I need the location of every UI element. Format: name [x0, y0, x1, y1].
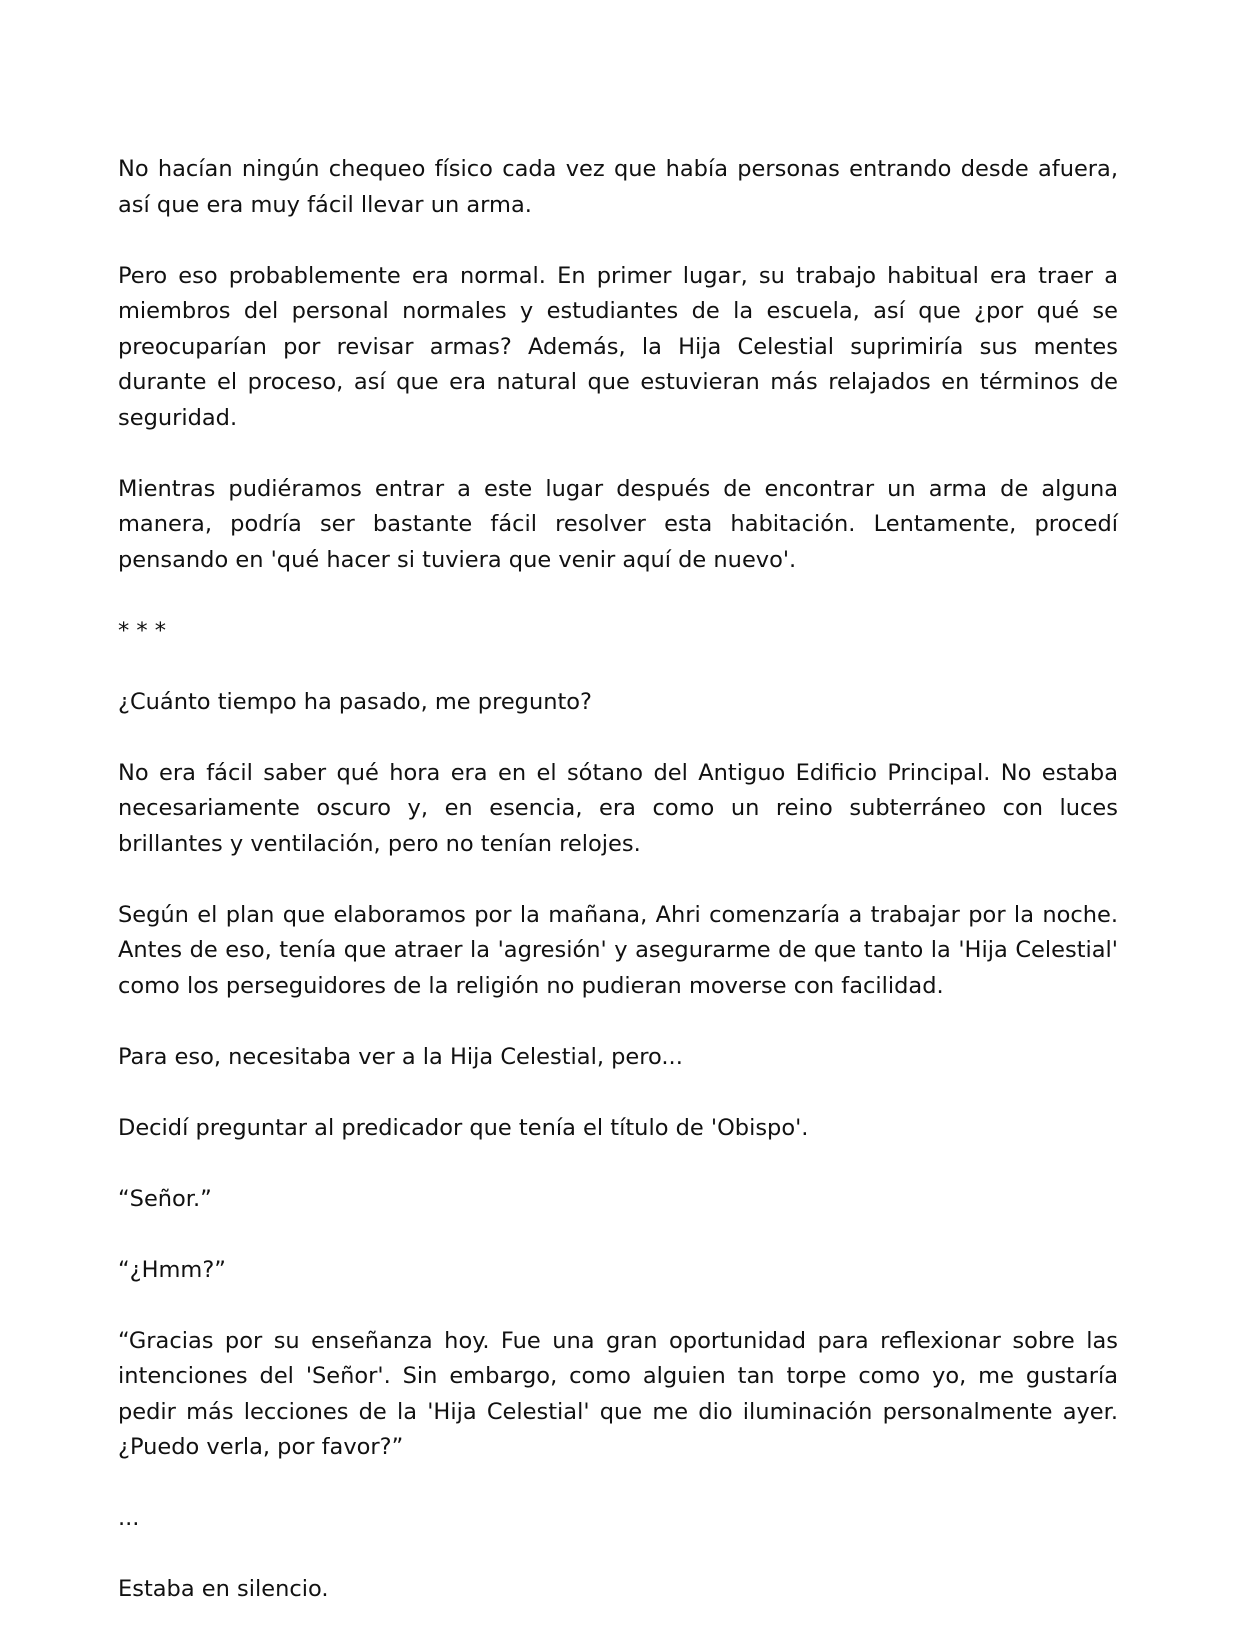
- dialogue-line-2: “¿Hmm?”: [118, 1256, 226, 1283]
- paragraph-9: Estaba en silencio.: [118, 1576, 329, 1602]
- paragraph-8: Decidí preguntar al predicador que tenía el título de 'Obispo'.: [118, 1114, 809, 1141]
- paragraph-5: No era fácil saber qué hora era en el sótano del Antiguo Edificio Principal. No estaba necesariamente oscuro y, en esencia, era como un reino subterráneo con luces brillantes y ventilación, pero no tenían relojes.: [118, 759, 1118, 857]
- paragraph-7: Para eso, necesitaba ver a la Hija Celestial, pero...: [118, 1043, 683, 1070]
- paragraph-3: Mientras pudiéramos entrar a este lugar después de encontrar un arma de alguna manera, podría ser bastante fácil resolver esta habitación. Lentamente, procedí pensando en 'qué hacer si tuviera que venir aquí de nuevo'.: [118, 475, 1118, 573]
- paragraph-4: ¿Cuánto tiempo ha pasado, me pregunto?: [118, 688, 592, 715]
- dialogue-line-3: “Gracias por su enseñanza hoy. Fue una gran oportunidad para reflexionar sobre las intenciones del 'Señor'. Sin embargo, como alguien tan torpe como yo, me gustaría pedir más lecciones de la 'Hija Celestial' que me dio iluminación personalmente ayer. ¿Puedo verla, por favor?”: [118, 1327, 1118, 1460]
- ellipsis-line: ...: [118, 1505, 140, 1531]
- paragraph-1: No hacían ningún chequeo físico cada vez que había personas entrando desde afuera, así que era muy fácil llevar un arma.: [118, 156, 1118, 218]
- scene-break: * * *: [118, 617, 167, 644]
- document-page: [118, 152, 1118, 1643]
- paragraph-6: Según el plan que elaboramos por la mañana, Ahri comenzaría a trabajar por la noche. Antes de eso, tenía que atraer la 'agresión' y asegurarme de que tanto la 'Hija Celestial' como los perseguidores de la religión no pudieran moverse con facilidad.: [118, 901, 1118, 999]
- paragraph-2: Pero eso probablemente era normal. En primer lugar, su trabajo habitual era traer a miembros del personal normales y estudiantes de la escuela, así que ¿por qué se preocuparían por revisar armas? Además, la Hija Celestial suprimiría sus mentes durante el proceso, así que era natural que estuvieran más relajados en términos de seguridad.: [118, 262, 1118, 431]
- dialogue-line-1: “Señor.”: [118, 1185, 212, 1212]
